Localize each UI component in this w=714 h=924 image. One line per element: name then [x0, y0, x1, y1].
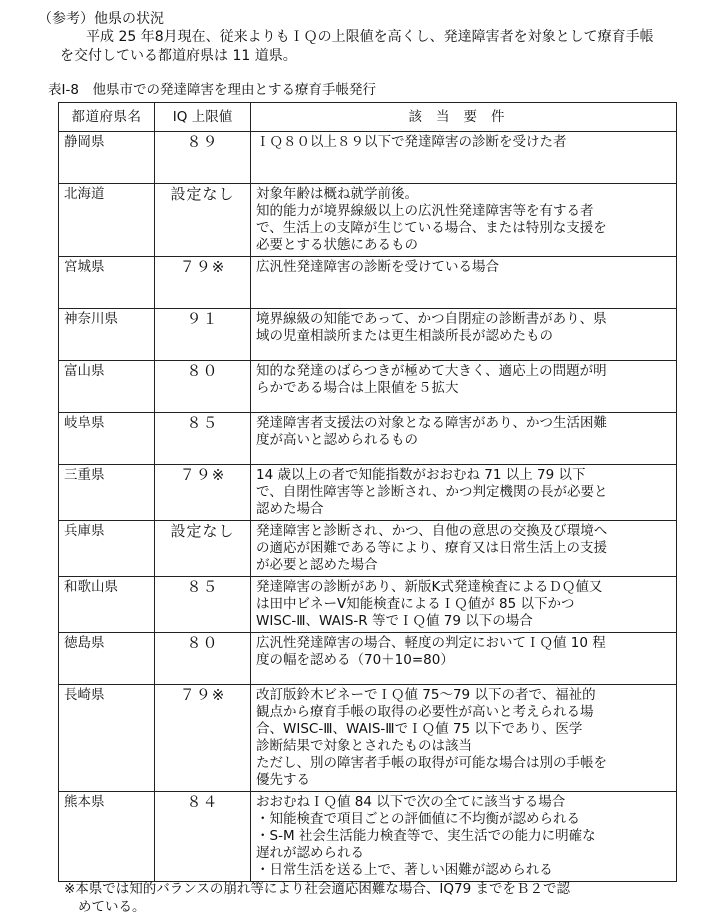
requirements-cell: [251, 132, 677, 184]
requirements-cell: [251, 792, 677, 882]
requirement-line: 認めた場合: [256, 501, 324, 517]
table-body: [59, 132, 677, 882]
iq-limit-cell: ７９※: [155, 257, 251, 309]
requirement-line: 度の幅を認める（70＋10=80）: [256, 652, 454, 668]
prefecture-cell: 北海道: [59, 184, 155, 257]
requirement-line: 知的な発達のばらつきが極めて大きく、適応上の問題が明: [256, 363, 607, 379]
requirement-line: 境界線級の知能であって、かつ自閉症の診断書があり、県: [256, 311, 607, 327]
header-requirements: 該当要件: [251, 103, 677, 132]
footnote: [64, 880, 664, 916]
requirements-cell: [251, 413, 677, 465]
table-row: [59, 577, 677, 633]
requirements-cell: [251, 184, 677, 257]
prefecture-cell: 和歌山県: [59, 577, 155, 633]
prefecture-cell: 静岡県: [59, 132, 155, 184]
requirement-line: おおむねＩＱ値 84 以下で次の全てに該当する場合: [256, 794, 566, 810]
iq-limit-cell: ８４: [155, 792, 251, 882]
requirement-line: ただし、別の障害者手帳の取得が可能な場合は別の手帳を: [256, 755, 607, 771]
table-row: [59, 361, 677, 413]
requirement-line: 発達障害者支援法の対象となる障害があり、かつ生活困難: [256, 415, 607, 431]
requirement-line: ・知能検査で項目ごとの評価値に不均衡が認められる: [256, 811, 580, 827]
header-prefecture: 都道府県名: [59, 103, 155, 132]
requirement-line: が必要と認めた場合: [256, 557, 378, 573]
prefecture-cell: 宮城県: [59, 257, 155, 309]
requirements-table: [58, 102, 677, 882]
requirement-line: 広汎性発達障害の場合、軽度の判定においてＩＱ値 10 程: [256, 635, 606, 651]
requirement-line: 改訂版鈴木ビネーでＩＱ値 75～79 以下の者で、福祉的: [256, 687, 596, 703]
requirement-line: WISC-Ⅲ、WAIS-R 等でＩＱ値 79 以下の場合: [256, 613, 533, 629]
requirements-cell: [251, 309, 677, 361]
table-row: [59, 521, 677, 577]
iq-limit-cell: ８０: [155, 633, 251, 685]
prefecture-cell: 長崎県: [59, 685, 155, 792]
requirement-line: 知的能力が境界線級以上の広汎性発達障害等を有する者: [256, 203, 594, 219]
iq-limit-cell: ８５: [155, 413, 251, 465]
prefecture-cell: 徳島県: [59, 633, 155, 685]
footnote-line-1: ※本県では知的バランスの崩れ等により社会適応困難な場合、IQ79 までをＢ２で認: [64, 881, 570, 897]
requirements-cell: [251, 361, 677, 413]
iq-limit-cell: 設定なし: [155, 184, 251, 257]
requirement-line: 度が高いと認められるもの: [256, 432, 418, 448]
table-row: [59, 685, 677, 792]
table-caption: 表Ⅰ-8 他県市での発達障害を理由とする療育手帳発行: [48, 82, 376, 98]
requirement-line: で、生活上の支障が生じている場合、または特別な支援を: [256, 220, 607, 236]
requirement-line: 発達障害の診断があり、新版K式発達検査によるＤＱ値又: [256, 579, 603, 595]
table-row: [59, 413, 677, 465]
iq-limit-cell: ９１: [155, 309, 251, 361]
table-row: [59, 184, 677, 257]
table-row: [59, 257, 677, 309]
iq-limit-cell: 設定なし: [155, 521, 251, 577]
requirement-line: らかである場合は上限値を５拡大: [256, 380, 459, 396]
requirement-line: 発達障害と診断され、かつ、自他の意思の交換及び環境へ: [256, 523, 608, 539]
reference-body: 平成 25 年8月現在、従来よりもＩＱの上限値を高くし、発達障害者を対象として療育手帳を交付している都道府県は 11 道県。: [60, 29, 654, 64]
prefecture-cell: 富山県: [59, 361, 155, 413]
requirement-line: 遅れが認められる: [256, 845, 364, 861]
requirement-line: 診断結果で対象とされたものは該当: [256, 738, 472, 754]
prefecture-cell: 兵庫県: [59, 521, 155, 577]
requirement-line: 必要とする状態にあるもの: [256, 237, 418, 253]
requirements-cell: [251, 465, 677, 521]
requirements-cell: [251, 521, 677, 577]
requirement-line: 優先する: [256, 772, 310, 788]
requirement-line: で、自閉性障害等と診断され、かつ判定機関の長が必要と: [256, 484, 608, 500]
prefecture-cell: 岐阜県: [59, 413, 155, 465]
requirements-cell: [251, 577, 677, 633]
table-header-row: [59, 103, 677, 132]
iq-limit-cell: ８９: [155, 132, 251, 184]
prefecture-cell: 神奈川県: [59, 309, 155, 361]
requirements-cell: [251, 685, 677, 792]
iq-limit-cell: ７９※: [155, 685, 251, 792]
reference-heading: （参考）他県の状況: [38, 11, 164, 27]
table-row: [59, 633, 677, 685]
prefecture-cell: 熊本県: [59, 792, 155, 882]
header-iq-limit: IQ 上限値: [155, 103, 251, 132]
requirement-line: 広汎性発達障害の診断を受けている場合: [256, 259, 499, 275]
table-row: [59, 792, 677, 882]
iq-limit-cell: ７９※: [155, 465, 251, 521]
footnote-line-2: めている。: [78, 899, 146, 915]
requirement-line: ＩＱ８０以上８９以下で発達障害の診断を受けた者: [256, 134, 567, 150]
requirement-line: 域の児童相談所または更生相談所長が認めたもの: [256, 328, 553, 344]
iq-limit-cell: ８５: [155, 577, 251, 633]
requirement-line: 観点から療育手帳の取得の必要性が高いと考えられる場: [256, 704, 594, 720]
requirement-line: ・S-M 社会生活能力検査等で、実生活での能力に明確な: [256, 828, 596, 844]
requirement-line: 合、WISC-Ⅲ、WAIS-ⅢでＩＱ値 75 以下であり、医学: [256, 721, 583, 737]
table-row: [59, 132, 677, 184]
requirement-line: の適応が困難である等により、療育又は日常生活上の支援: [256, 540, 607, 556]
iq-limit-cell: ８０: [155, 361, 251, 413]
requirements-cell: [251, 257, 677, 309]
prefecture-cell: 三重県: [59, 465, 155, 521]
table-row: [59, 309, 677, 361]
requirement-line: 14 歳以上の者で知能指数がおおむね 71 以上 79 以下: [256, 467, 586, 483]
requirement-line: 対象年齢は概ね就学前後。: [256, 186, 418, 202]
requirements-cell: [251, 633, 677, 685]
requirement-line: は田中ビネーⅤ知能検査によるＩＱ値が 85 以下かつ: [256, 596, 575, 612]
requirement-line: ・日常生活を送る上で、著しい困難が認められる: [256, 862, 553, 878]
table-row: [59, 465, 677, 521]
